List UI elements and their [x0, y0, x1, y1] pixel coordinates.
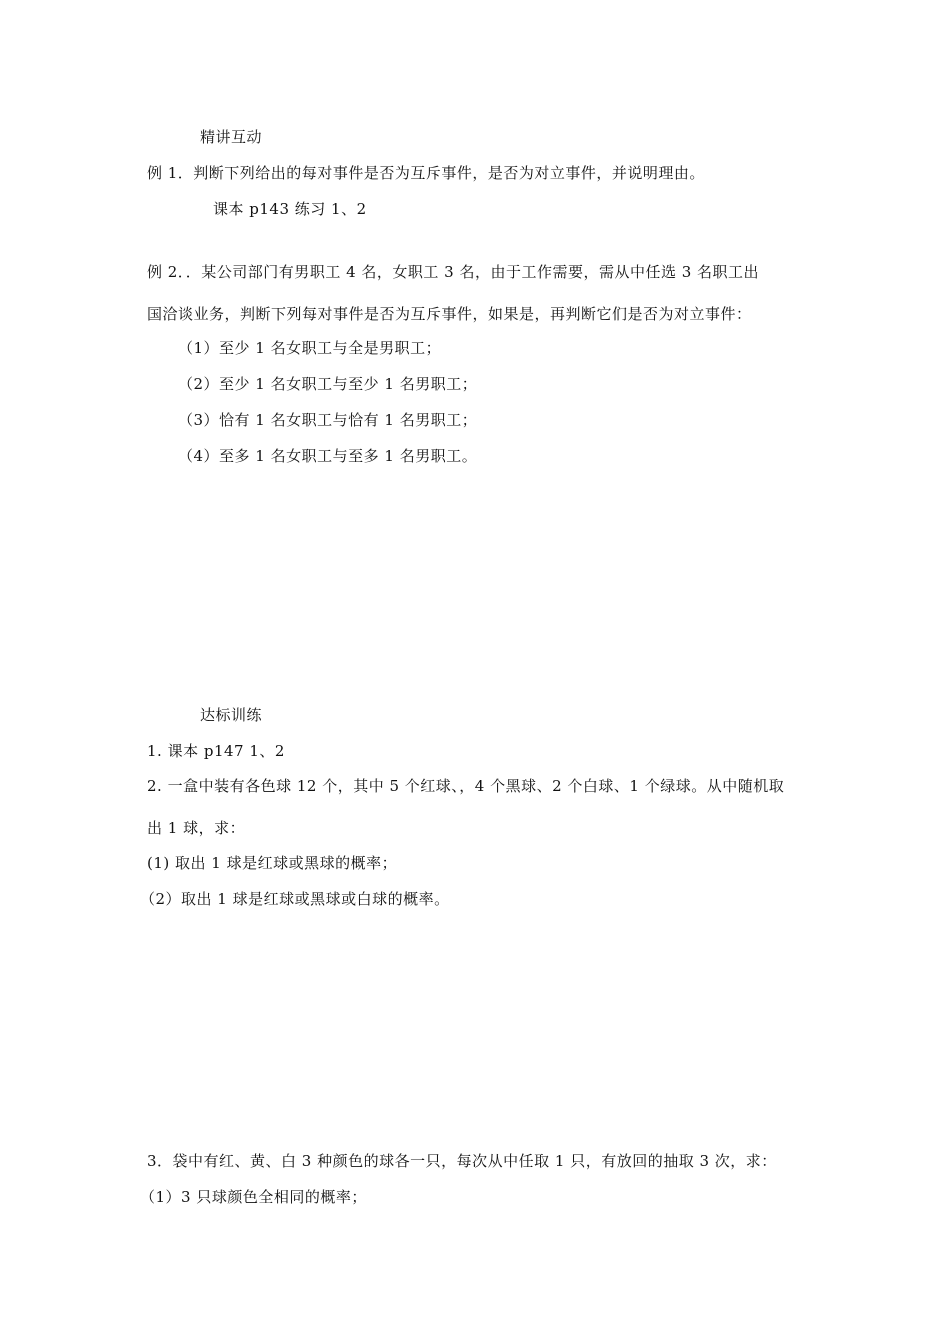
question-2-line-2: 出 1 球，求：	[147, 819, 246, 837]
example-2-item-4: （4）至多 1 名女职工与至多 1 名男职工。	[178, 447, 478, 465]
section-heading-interaction: 精讲互动	[200, 128, 263, 146]
example-1-reference: 课本 p143 练习 1、2	[213, 200, 367, 218]
question-2-line-1: 2. 一盒中装有各色球 12 个，其中 5 个红球、，4 个黑球、2 个白球、1 个绿球。从中随机取	[147, 777, 785, 795]
question-3-line-1: 3．袋中有红、黄、白 3 种颜色的球各一只，每次从中任取 1 只，有放回的抽取 3 次，求：	[147, 1152, 777, 1170]
example-2-item-3: （3）恰有 1 名女职工与恰有 1 名男职工；	[178, 411, 478, 429]
question-3-sub-1: （1）3 只球颜色全相同的概率；	[140, 1188, 367, 1206]
example-2-item-1: （1）至少 1 名女职工与全是男职工；	[178, 339, 442, 357]
section-heading-practice: 达标训练	[200, 706, 263, 724]
example-2-item-2: （2）至少 1 名女职工与至少 1 名男职工；	[178, 375, 478, 393]
question-2-sub-1: (1) 取出 1 球是红球或黑球的概率；	[147, 854, 398, 872]
question-1: 1. 课本 p147 1、2	[147, 742, 285, 760]
example-2-line-1: 例 2．．某公司部门有男职工 4 名，女职工 3 名，由于工作需要，需从中任选 3 名职工出	[147, 263, 760, 281]
question-2-sub-2: （2）取出 1 球是红球或黑球或白球的概率。	[140, 890, 450, 908]
example-2-line-2: 国洽谈业务，判断下列每对事件是否为互斥事件，如果是，再判断它们是否为对立事件：	[147, 305, 752, 323]
example-1-text: 例 1．判断下列给出的每对事件是否为互斥事件，是否为对立事件，并说明理由。	[147, 164, 705, 182]
